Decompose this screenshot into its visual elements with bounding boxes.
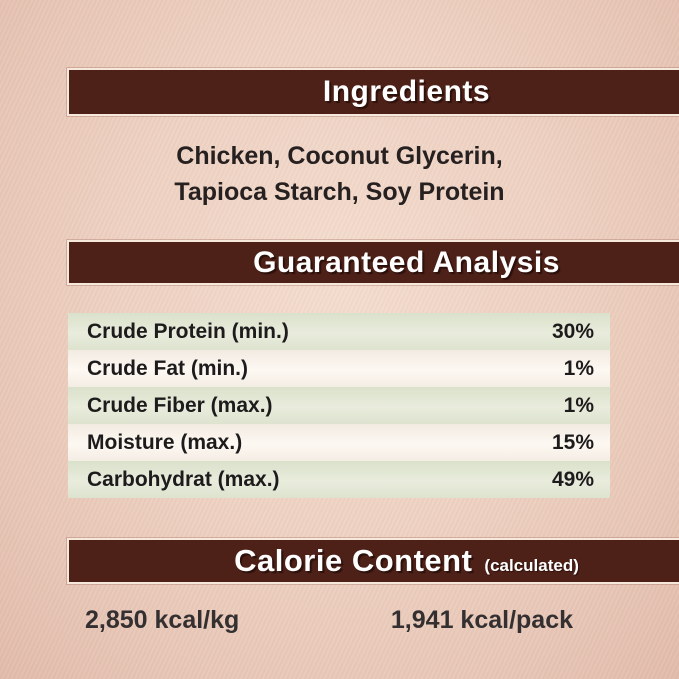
row-value: 1% (563, 356, 594, 380)
row-value: 30% (551, 319, 594, 343)
row-label: Crude Fat (min.) (87, 356, 248, 380)
ingredients-line-2: Tapioca Starch, Soy Protein (174, 178, 505, 206)
table-row (68, 424, 610, 461)
row-label: Crude Protein (min.) (87, 319, 289, 343)
table-row (68, 387, 610, 424)
row-value: 49% (551, 467, 594, 491)
guaranteed-analysis-header-bar (67, 240, 679, 285)
calorie-values-row (67, 606, 612, 635)
ingredients-line-1: Chicken, Coconut Glycerin, (176, 142, 503, 170)
ingredients-header-bar (67, 68, 679, 116)
table-row (68, 313, 610, 350)
calorie-content-title: Calorie Content (234, 543, 473, 578)
calorie-content-subtitle: (calculated) (484, 556, 579, 575)
row-value: 15% (551, 430, 594, 454)
row-value: 1% (563, 393, 594, 417)
calories-per-kg: 2,850 kcal/kg (85, 606, 240, 634)
guaranteed-analysis-title: Guaranteed Analysis (253, 245, 560, 279)
calories-per-pack: 1,941 kcal/pack (390, 606, 573, 634)
ingredients-title: Ingredients (322, 75, 491, 108)
guaranteed-analysis-table (68, 313, 610, 498)
row-label: Moisture (max.) (87, 430, 243, 454)
table-row (68, 350, 610, 387)
row-label: Crude Fiber (max.) (87, 393, 273, 417)
ingredients-list (67, 138, 612, 210)
row-label: Carbohydrat (max.) (87, 467, 280, 491)
calorie-content-header-bar (67, 538, 679, 584)
table-row (68, 461, 610, 498)
